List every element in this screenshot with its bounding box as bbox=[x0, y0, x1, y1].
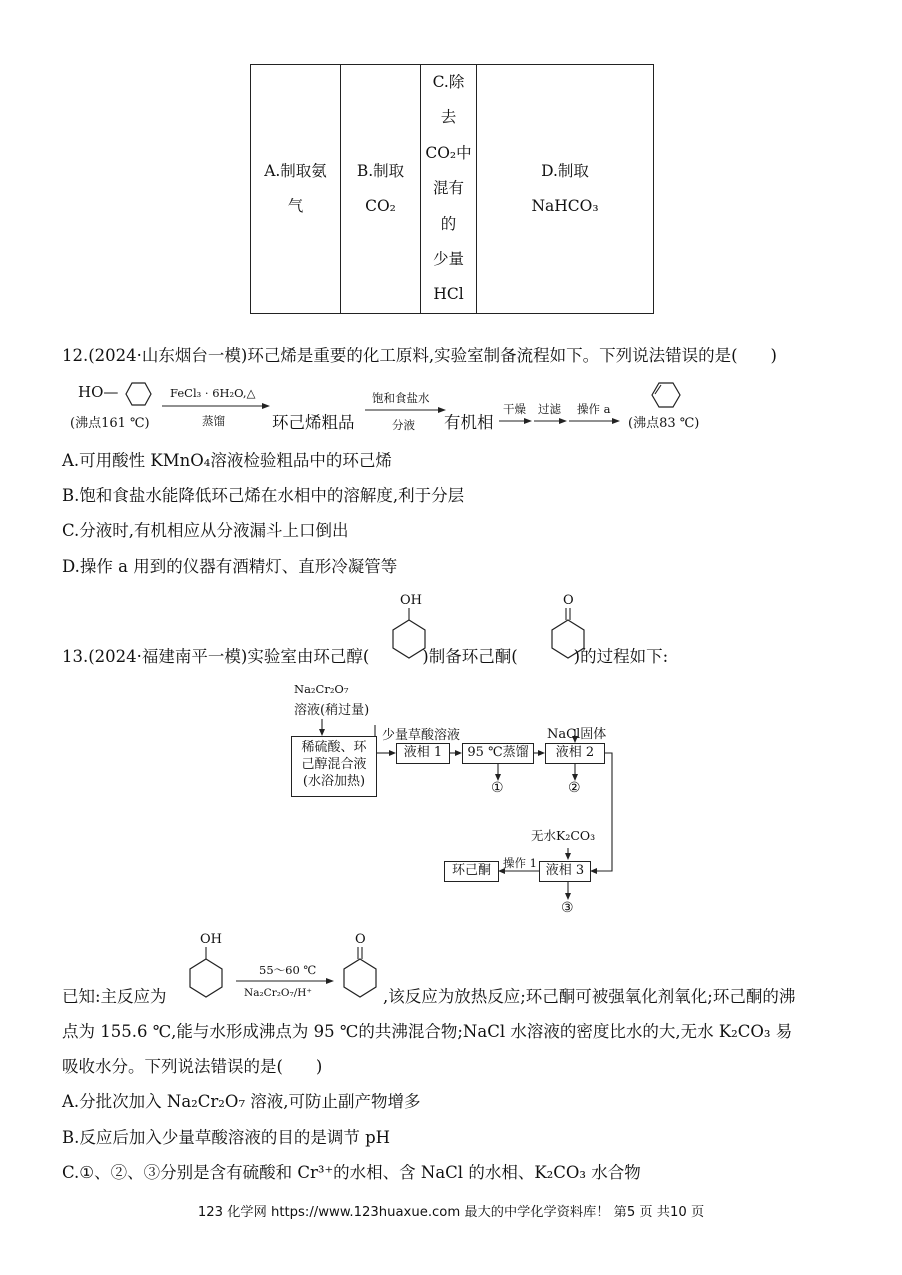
page-footer: 123 化学网 https://www.123huaxue.com 最大的中学化学资料库！ 第5 页 共10 页 bbox=[197, 1205, 705, 1220]
table-cell-d-line: NaHCO₃ bbox=[531, 196, 599, 215]
table-cell-a-line: A.制取氨 bbox=[264, 161, 327, 180]
circle-2: ② bbox=[568, 780, 581, 796]
distill-box: 95 ℃蒸馏 bbox=[462, 743, 534, 764]
table-cell-b bbox=[341, 65, 421, 314]
q13-known-prefix: 已知:主反应为 bbox=[62, 987, 167, 1006]
q12-option-b: B.饱和食盐水能降低环己烯在水相中的溶解度,利于分层 bbox=[62, 486, 465, 505]
table-cell-c-line: 去 bbox=[440, 108, 457, 127]
crude-product-label: 环己烯粗品 bbox=[272, 413, 355, 432]
q12-stem: 12.(2024·山东烟台一模)环己烯是重要的化工原料,实验室制备流程如下。下列说法错误的是( ) bbox=[62, 346, 777, 365]
cyclohexene-ring-icon bbox=[646, 379, 686, 411]
q12-flow-diagram bbox=[62, 376, 842, 436]
q13-stem-part3: )的过程如下: bbox=[573, 647, 669, 666]
q12-option-c: C.分液时,有机相应从分液漏斗上口倒出 bbox=[62, 521, 349, 540]
table-cell-c-line: CO₂中 bbox=[425, 143, 472, 162]
options-table bbox=[250, 64, 654, 314]
circle-3: ③ bbox=[561, 900, 574, 916]
q13-known-line2: 点为 155.6 ℃,能与水形成沸点为 95 ℃的共沸混合物;NaCl 水溶液的密度比水的大,无水 K₂CO₃ 易 bbox=[62, 1022, 793, 1041]
circle-1: ① bbox=[491, 780, 504, 796]
mixture-line: 稀硫酸、环 bbox=[301, 740, 367, 755]
mixture-line: 己醇混合液 bbox=[301, 757, 367, 772]
nacl-label: NaCl固体 bbox=[547, 727, 607, 742]
step4-label: 过滤 bbox=[538, 402, 561, 416]
q12-option-d: D.操作 a 用到的仪器有酒精灯、直形冷凝管等 bbox=[62, 557, 398, 576]
rxn-condition-oxidant: Na₂Cr₂O₇/H⁺ bbox=[244, 987, 312, 999]
table-cell-c-line: 混有 bbox=[432, 179, 464, 198]
table-cell-c-line: 的 bbox=[440, 214, 457, 233]
step5-arrow-icon bbox=[569, 416, 621, 426]
q13-stem-part2: )制备环己酮( bbox=[422, 647, 518, 666]
cyclohexene-bp: (沸点83 ℃) bbox=[628, 416, 700, 431]
step3-label: 干燥 bbox=[503, 402, 526, 416]
table-cell-a-line: 气 bbox=[287, 196, 304, 215]
oxalic-acid-label: 少量草酸溶液 bbox=[382, 728, 461, 743]
cyclohexanol-oh-label: OH bbox=[400, 593, 422, 608]
step1-reagent: FeCl₃ · 6H₂O,△ bbox=[170, 386, 256, 400]
table-cell-d-line: D.制取 bbox=[541, 161, 589, 180]
rxn-cyclohexanol-icon bbox=[183, 945, 229, 1003]
phase3-box: 液相 3 bbox=[539, 861, 591, 882]
table-cell-c-line: 少量 bbox=[432, 250, 464, 269]
cyclohexanol-ring-icon bbox=[118, 379, 156, 409]
q13-option-b: B.反应后加入少量草酸溶液的目的是调节 pH bbox=[62, 1128, 391, 1147]
mixture-box bbox=[291, 736, 377, 797]
table-cell-a bbox=[251, 65, 341, 314]
cyclohexanol-group-label: HO— bbox=[78, 383, 119, 401]
step4-arrow-icon bbox=[534, 416, 568, 426]
table-cell-b-line: CO₂ bbox=[365, 196, 396, 215]
k2co3-label: 无水K₂CO₃ bbox=[531, 828, 596, 843]
rxn-arrow-icon bbox=[236, 976, 336, 986]
step2-operation: 分液 bbox=[392, 418, 415, 432]
rxn-product-o-label: O bbox=[355, 932, 366, 947]
q13-option-c: C.①、②、③分别是含有硫酸和 Cr³⁺的水相、含 NaCl 的水相、K₂CO₃ 水合物 bbox=[62, 1163, 641, 1182]
organic-phase-label: 有机相 bbox=[444, 413, 494, 432]
rxn-reactant-oh-label: OH bbox=[200, 932, 222, 947]
reagent-dichromate-note: 溶液(稍过量) bbox=[294, 703, 370, 718]
rxn-condition-temp: 55～60 ℃ bbox=[259, 963, 317, 977]
q13-known-suffix: ,该反应为放热反应;环己酮可被强氧化剂氧化;环己酮的沸 bbox=[383, 987, 796, 1006]
step1-operation: 蒸馏 bbox=[202, 414, 225, 428]
mixture-line: (水浴加热) bbox=[302, 774, 366, 789]
step3-arrow-icon bbox=[499, 416, 533, 426]
cyclohexanol-bp: (沸点161 ℃) bbox=[70, 416, 150, 431]
table-cell-d bbox=[477, 65, 654, 314]
q12-option-a: A.可用酸性 KMnO₄溶液检验粗品中的环己烯 bbox=[62, 451, 392, 470]
flowchart-arrows bbox=[282, 680, 622, 920]
cyclohexanone-o-label: O bbox=[563, 593, 574, 608]
q13-option-a: A.分批次加入 Na₂Cr₂O₇ 溶液,可防止副产物增多 bbox=[62, 1092, 421, 1111]
operation1-label: 操作 1 bbox=[503, 856, 537, 870]
table-cell-b-line: B.制取 bbox=[356, 161, 405, 180]
step2-reagent: 饱和食盐水 bbox=[372, 391, 430, 405]
q13-flowchart bbox=[282, 680, 622, 920]
table-cell-c-line: C.除 bbox=[432, 73, 465, 91]
phase2-box: 液相 2 bbox=[545, 743, 605, 764]
step1-arrow-icon bbox=[162, 401, 272, 411]
q13-stem-part1: 13.(2024·福建南平一模)实验室由环己醇( bbox=[62, 647, 370, 666]
step2-arrow-icon bbox=[365, 405, 447, 415]
rxn-cyclohexanone-icon bbox=[337, 945, 383, 1003]
table-cell-c-line: HCl bbox=[433, 285, 464, 304]
q13-stem bbox=[62, 647, 668, 667]
phase1-box: 液相 1 bbox=[396, 743, 450, 764]
product-box: 环己酮 bbox=[444, 861, 499, 882]
q13-known-line3: 吸收水分。下列说法错误的是( ) bbox=[62, 1057, 323, 1076]
step5-label: 操作 a bbox=[577, 402, 611, 416]
reagent-dichromate: Na₂Cr₂O₇ bbox=[294, 682, 349, 696]
table-cell-c bbox=[421, 65, 477, 314]
